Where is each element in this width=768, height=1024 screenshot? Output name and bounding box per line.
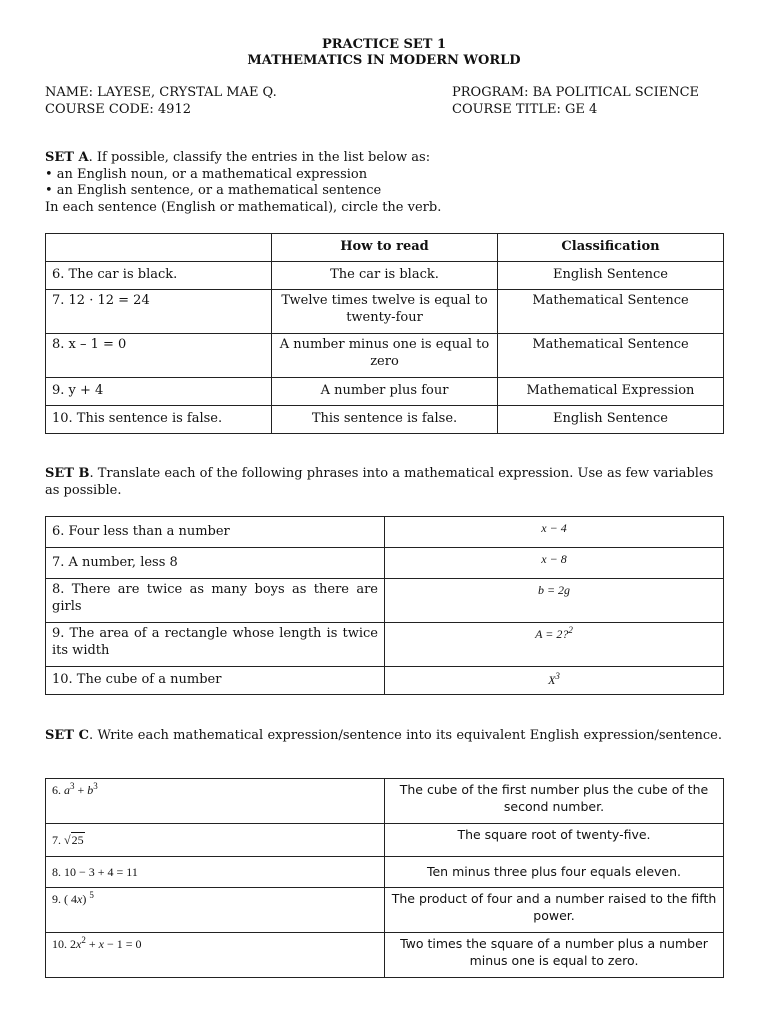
expression-cell xyxy=(46,857,385,888)
set-b-instruction: . Translate each of the following phrases into a mathematical expression. Use as few variables as possible. xyxy=(45,466,714,498)
table-row xyxy=(46,548,724,579)
table-row xyxy=(46,857,724,888)
english-cell: The product of four and a number raised to the fifth power. xyxy=(385,888,724,933)
phrase-cell: 8. There are twice as many boys as there are girls xyxy=(46,579,385,623)
set-a-label: SET A xyxy=(45,150,89,165)
expression-cell xyxy=(385,667,724,695)
entry-cell: 10. This sentence is false. xyxy=(46,406,272,434)
set-a-bullet-1: • an English noun, or a mathematical expression xyxy=(45,166,368,182)
read-cell: This sentence is false. xyxy=(272,406,498,434)
expression-cell: 9. ( 4x) $^5$ xyxy=(46,888,385,933)
item-number: 10. xyxy=(52,937,67,951)
entry-cell: 9. y + 4 xyxy=(46,378,272,406)
student-name: NAME: LAYESE, CRYSTAL MAE Q. xyxy=(45,85,277,100)
program: PROGRAM: BA POLITICAL SCIENCE xyxy=(452,85,700,100)
set-b-instructions xyxy=(45,466,722,499)
table-row xyxy=(46,623,724,667)
set-a-bullet-2: • an English sentence, or a mathematical sentence xyxy=(45,183,382,198)
set-b-table xyxy=(45,516,724,695)
table-row xyxy=(46,667,724,695)
set-a-instruction: . If possible, classify the entries in the list below as: xyxy=(88,150,431,165)
table-row xyxy=(46,888,724,933)
table-header-row xyxy=(46,234,724,262)
classification-cell: Mathematical Sentence xyxy=(498,290,724,334)
course-title: COURSE TITLE: GE 4 xyxy=(452,102,598,117)
document-subtitle: MATHEMATICS IN MODERN WORLD xyxy=(247,53,521,68)
document-title: PRACTICE SET 1 xyxy=(321,37,447,52)
expression-cell: b = 2g xyxy=(385,579,724,623)
phrase-cell: 7. A number, less 8 xyxy=(46,548,385,579)
set-a-line-3: In each sentence (English or mathematical), circle the verb. xyxy=(45,199,442,215)
expression-cell: x − 4 xyxy=(385,517,724,548)
english-cell: Two times the square of a number plus a number minus one is equal to zero. xyxy=(385,933,724,978)
table-row xyxy=(46,824,724,857)
set-c-label: SET C xyxy=(45,728,90,743)
table-row xyxy=(46,334,724,378)
read-cell: A number plus four xyxy=(272,378,498,406)
table-row xyxy=(46,406,724,434)
item-number: 7. xyxy=(52,832,61,847)
expression-cell xyxy=(385,623,724,667)
set-a-instructions xyxy=(45,150,722,216)
cube-base: X xyxy=(548,673,556,688)
set-c-instructions xyxy=(45,728,722,745)
table-row xyxy=(46,290,724,334)
expression-cell: x − 8 xyxy=(385,548,724,579)
item-number: 6. xyxy=(52,783,61,797)
phrase-cell: 6. Four less than a number xyxy=(46,517,385,548)
area-exponent: 2 xyxy=(568,625,573,635)
square-root: √25 xyxy=(64,832,84,847)
english-cell: Ten minus three plus four equals eleven. xyxy=(385,857,724,888)
entry-cell: 7. 12 · 12 = 24 xyxy=(46,290,272,334)
area-expression: A = 2? xyxy=(535,627,569,641)
item-number: 8. xyxy=(52,864,61,879)
arithmetic-expression: 10 − 3 + 4 = 11 xyxy=(64,864,138,879)
table-row xyxy=(46,779,724,824)
header-how-to-read: How to read xyxy=(272,234,498,262)
classification-cell: Mathematical Expression xyxy=(498,378,724,406)
set-c-instruction: . Write each mathematical expression/sentence into its equivalent English expression/sentence. xyxy=(89,728,723,743)
expression-cell: 6. $a^3 + b^3$ xyxy=(46,779,385,824)
header-classification: Classification xyxy=(498,234,724,262)
read-cell: The car is black. xyxy=(272,262,498,290)
set-a-table xyxy=(45,233,724,434)
table-row xyxy=(46,262,724,290)
phrase-cell: 9. The area of a rectangle whose length is twice its width xyxy=(46,623,385,667)
classification-cell: Mathematical Sentence xyxy=(498,334,724,378)
english-cell: The cube of the first number plus the cube of the second number. xyxy=(385,779,724,824)
table-row xyxy=(46,933,724,978)
table-row xyxy=(46,517,724,548)
radicand: 25 xyxy=(71,832,84,847)
course-code: COURSE CODE: 4912 xyxy=(45,102,191,117)
header-entry xyxy=(46,234,272,262)
expression-cell xyxy=(46,824,385,857)
set-b-label: SET B xyxy=(45,466,90,481)
expression-cell: 10. $2x^2 + x - 1 = 0$ xyxy=(46,933,385,978)
entry-cell: 6. The car is black. xyxy=(46,262,272,290)
table-row xyxy=(46,579,724,623)
classification-cell: English Sentence xyxy=(498,262,724,290)
read-cell: Twelve times twelve is equal to twenty-four xyxy=(272,290,498,334)
read-cell: A number minus one is equal to zero xyxy=(272,334,498,378)
classification-cell: English Sentence xyxy=(498,406,724,434)
item-number: 9. xyxy=(52,892,61,906)
english-cell: The square root of twenty-five. xyxy=(385,824,724,857)
phrase-cell: 10. The cube of a number xyxy=(46,667,385,695)
table-row xyxy=(46,378,724,406)
set-c-table xyxy=(45,778,724,978)
entry-cell: 8. x – 1 = 0 xyxy=(46,334,272,378)
cube-exponent: 3 xyxy=(555,671,560,682)
